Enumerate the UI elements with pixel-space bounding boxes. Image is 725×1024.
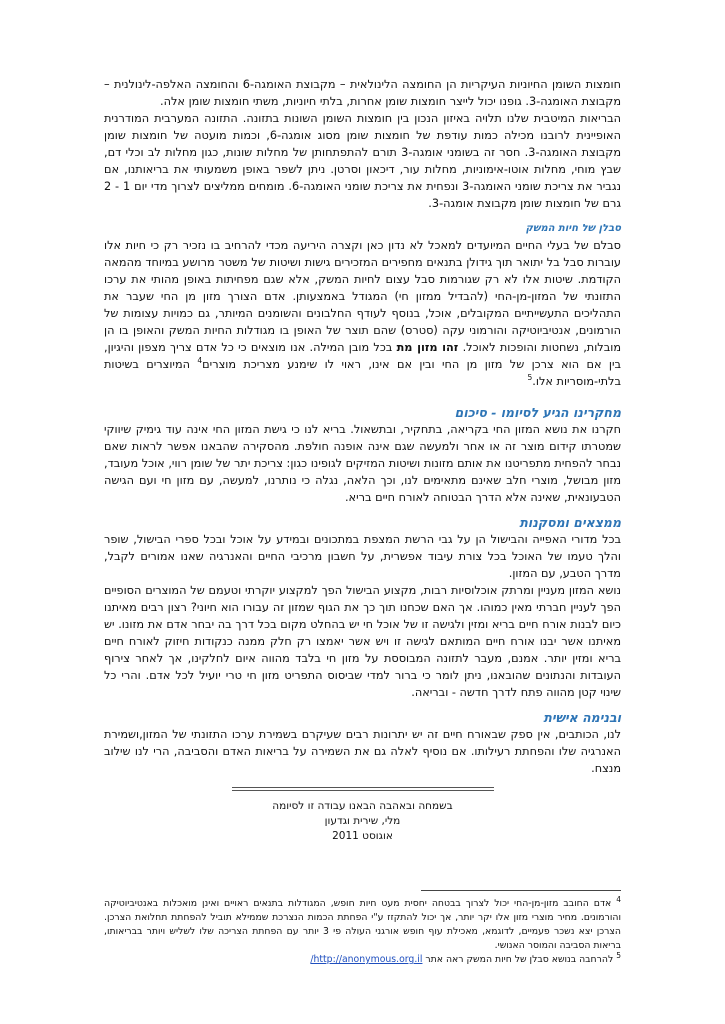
heading-summary: מחקרינו הגיע לסיומו - סיכום bbox=[454, 405, 621, 420]
personal-paragraph: לנו, הכותבים, אין ספק שבאורח חיים זה יש יתרונות רבים שעיקרם בשמירת ערכו התזונתי של המזון,ושמירת האנרגיה שלו והפחתת רעילותו. אם נוסיף לאלה גם את השמירה על בריאות האדם והסביבה, הרי לנו שילוב מנצח. bbox=[104, 728, 621, 775]
closing-authors: מלי, שירית וגדעון bbox=[324, 815, 401, 827]
animals-paragraph bbox=[104, 237, 621, 390]
findings-paragraph-1: בכל מדורי האפייה והבישול הן על גבי הרשת המצפת במתכונים ובמידע על אוכל ובכל ספרי הבישול, שופר והלך טעמו של האוכל בכל צורת עיבוד אפשרית, על חשבון מרכיבי החיים והאנרגיה שאנו אמורים לקבל, מדרך הטבע, עם המזון. bbox=[104, 533, 621, 580]
footnote-ref-5[interactable]: 5 bbox=[527, 373, 533, 383]
animals-text-3: המיוצרים בשיטות בלתי-מוסריות אלו. bbox=[104, 358, 621, 388]
footnote-5-text: להרחבה בנושא סבלן של חיות המשק ראה אתר bbox=[425, 954, 614, 965]
heading-animals: סבלן של חיות המשק bbox=[525, 223, 621, 234]
summary-paragraph: חקרנו את נושא המזון החי בקריאה, בתחקיר, ובתשאול. בריא לנו כי גישת המזון החי אינה עוד גימיק שיווקי שמטרתו קידום מוצר זה או אחר ולמעשה שגם אינה אופנה חולפת. מהסקירה שהבאנו אפשר לראות שאם נבחר להפחית מתפריטנו את אותם מזונות ושיטות המזיקים לגופינו כגון: צריכת יתר של שומן רווי, אוכל מעובד, מזון מבושל, מוצרי חלב שאינם מתאימים לנו, וכך הלאה, נגלה כי נותרנו, למעשה, עם מזון חי ועם הגישה הטבעונאית, שאינה אלא הדרך הבטוחה לאורח חיים בריא. bbox=[104, 423, 621, 504]
heading-findings: ממצאים ומסקנות bbox=[519, 515, 621, 530]
animals-text-2: בכל מובן המילה. אנו מוצאים כי כל אדם צריך מצפון והיגיון, בין אם הוא צרכן של מזון מן החי ובין אם אינו, ראוי לו שימנע מצריכת מוצרים bbox=[104, 341, 622, 371]
footnotes bbox=[104, 894, 621, 967]
footnote-4 bbox=[104, 894, 621, 953]
footnote-5-number: 5 bbox=[616, 950, 621, 960]
intro-paragraph: חומצות השומן החיוניות העיקריות הן החומצה הלינולאית – מקבוצת האומגה-6 והחומצה האלפה-לינולנית – מקבוצת האומגה-3. גופנו יכול לייצר חומצות שומן אחרות, בלתי חיוניות, משתי חומצות שומן אלה. bbox=[104, 78, 621, 108]
footnote-5-link[interactable]: http://anonymous.org.il/ bbox=[310, 954, 423, 965]
closing-block bbox=[104, 799, 621, 844]
balance-paragraph: הבריאות המיטבית שלנו תלויה באיזון הנכון בין חומצות השומן השונות בתזונה. התזונה המערבית המודרנית האופיינית לרובנו מכילה כמות עודפת של חומצות שומן מסוג אומגה-6, וכמות מועטה של חומצות שומן מקבוצת האומגה-3. חסר זה בשומני אומגה-3 תורם להתפתחותן של מחלות שונות, כגון מחלות לב וכלי דם, שבץ מוחי, מחלות אוטו-אימוניות, מחלות עור, דיכאון וסרטן. ניתן לשפר באופן משמעותי את בריאותנו, אם נגביר את צריכת שומני האומגה-3 ונפחית את צריכת שומני האומגה-6. מומחים ממליצים לצרוך מדי יום 1 - 2 גרם של חומצות שומן מקבוצת אומגה-3. bbox=[104, 112, 621, 210]
animals-bold-phrase: זהו מזון מת bbox=[396, 341, 459, 354]
closing-line-1: בשמחה ובאהבה הבאנו עבודה זו לסיומה bbox=[272, 800, 453, 812]
findings-paragraph-2: נושא המזון מעניין ומרתק אוכלוסיות רבות, מקצוע הבישול הפך למקצוע יוקרתי וטעמם של המוצרים הסופיים הפך לעניין חברתי מאין כמוהו. אך האם שכחנו תוך כך את הגוף שמזון זה עבורו הוא חיוני? רצון רבים מאיתנו כיום לבנות אורח חיים בריא ומזין ולגישה זו של אוכל חי יש בהחלט מקום בכל דרך בה יבחר אדם את מזונו. יש מאיתנו אשר יבנו אורח חיים המותאם לגישה זו ויש אשר יאמצו רק חלק ממנה כנקודות חיזוק לאורח חיים בריא ומזין יותר. אמנם, מעבר לתזונה המבוססת על מזון חי בלבד מהווה איום לחלקינו, אך לאחר צירוף העובדות והנתונים שהובאנו, ניתן לומר כי ברור למדי שביסוס התפריט מזון חי טרי יועיל לכל אדם. והרי כל שינוי קטן מהווה פתח לדרך חדשה - ובריאה. bbox=[104, 584, 621, 699]
footnote-divider bbox=[421, 890, 621, 891]
closing-date: אוגוסט 2011 bbox=[332, 830, 393, 842]
heading-personal: ובנימה אישית bbox=[543, 710, 621, 725]
footnote-4-text: אדם החובב מזון-מן-החי יכול לצרוך בבטחה יחסית מעט חיות חופש, המגודלות בתנאים ראויים ואינן מואכלות באנטיביוטיקה והורמונים. מחיר מוצרי מזון אלו יקר יותר, אך יכול להתקזז ע"י הפחתת הכמות הנצרכת שממילא תוביל להפחתת תחלואת הצרכן. הצרכן יצא נשכר פעמיים, לדוגמא, מאכילת עוף חופש אורגני העולה פי 3 יותר עם הפחתת הצריכה שלו לשליש ויותר בבריאותו, בריאות הסביבה והמוסר האנושי. bbox=[104, 898, 621, 951]
animals-text-1: סבלם של בעלי החיים המיועדים למאכל לא נדון כאן וקצרה היריעה מכדי להרחיב בו נזכיר רק כי חיות אלו עוברות סבל בל יתואר תוך גידולן בתנאים מחפירים המזכירים גישות ושיטות של משטר מרושע במיוחד מהמאה הקודמת. שיטות אלו לא רק שגורמות סבל עצום לחיות המשק, אלא שגם מפחיתות באופן מהותי את ערכו התזונתי של המזון-מן-החי (להבדיל ממזון חי) המגודל באמצעותן. אדם הצורך מזון מן החי שעבר את התהליכים התעשייתיים המקובלים, אוכל, בנוסף לעודף החלבונים והשומנים המיותר, גם כמויות עצומות של הורמונים, אנטיביוטיקה והורמוני עקה (סטרס) שהם תוצר של האופן בו מגודלות החיות המשק והאופן בו הן מובלות, נשחטות והופכות לאוכל. bbox=[104, 239, 621, 354]
footnote-ref-4[interactable]: 4 bbox=[197, 356, 203, 366]
closing-divider bbox=[232, 787, 494, 791]
footnote-5 bbox=[104, 950, 621, 967]
footnote-4-number: 4 bbox=[616, 894, 621, 904]
